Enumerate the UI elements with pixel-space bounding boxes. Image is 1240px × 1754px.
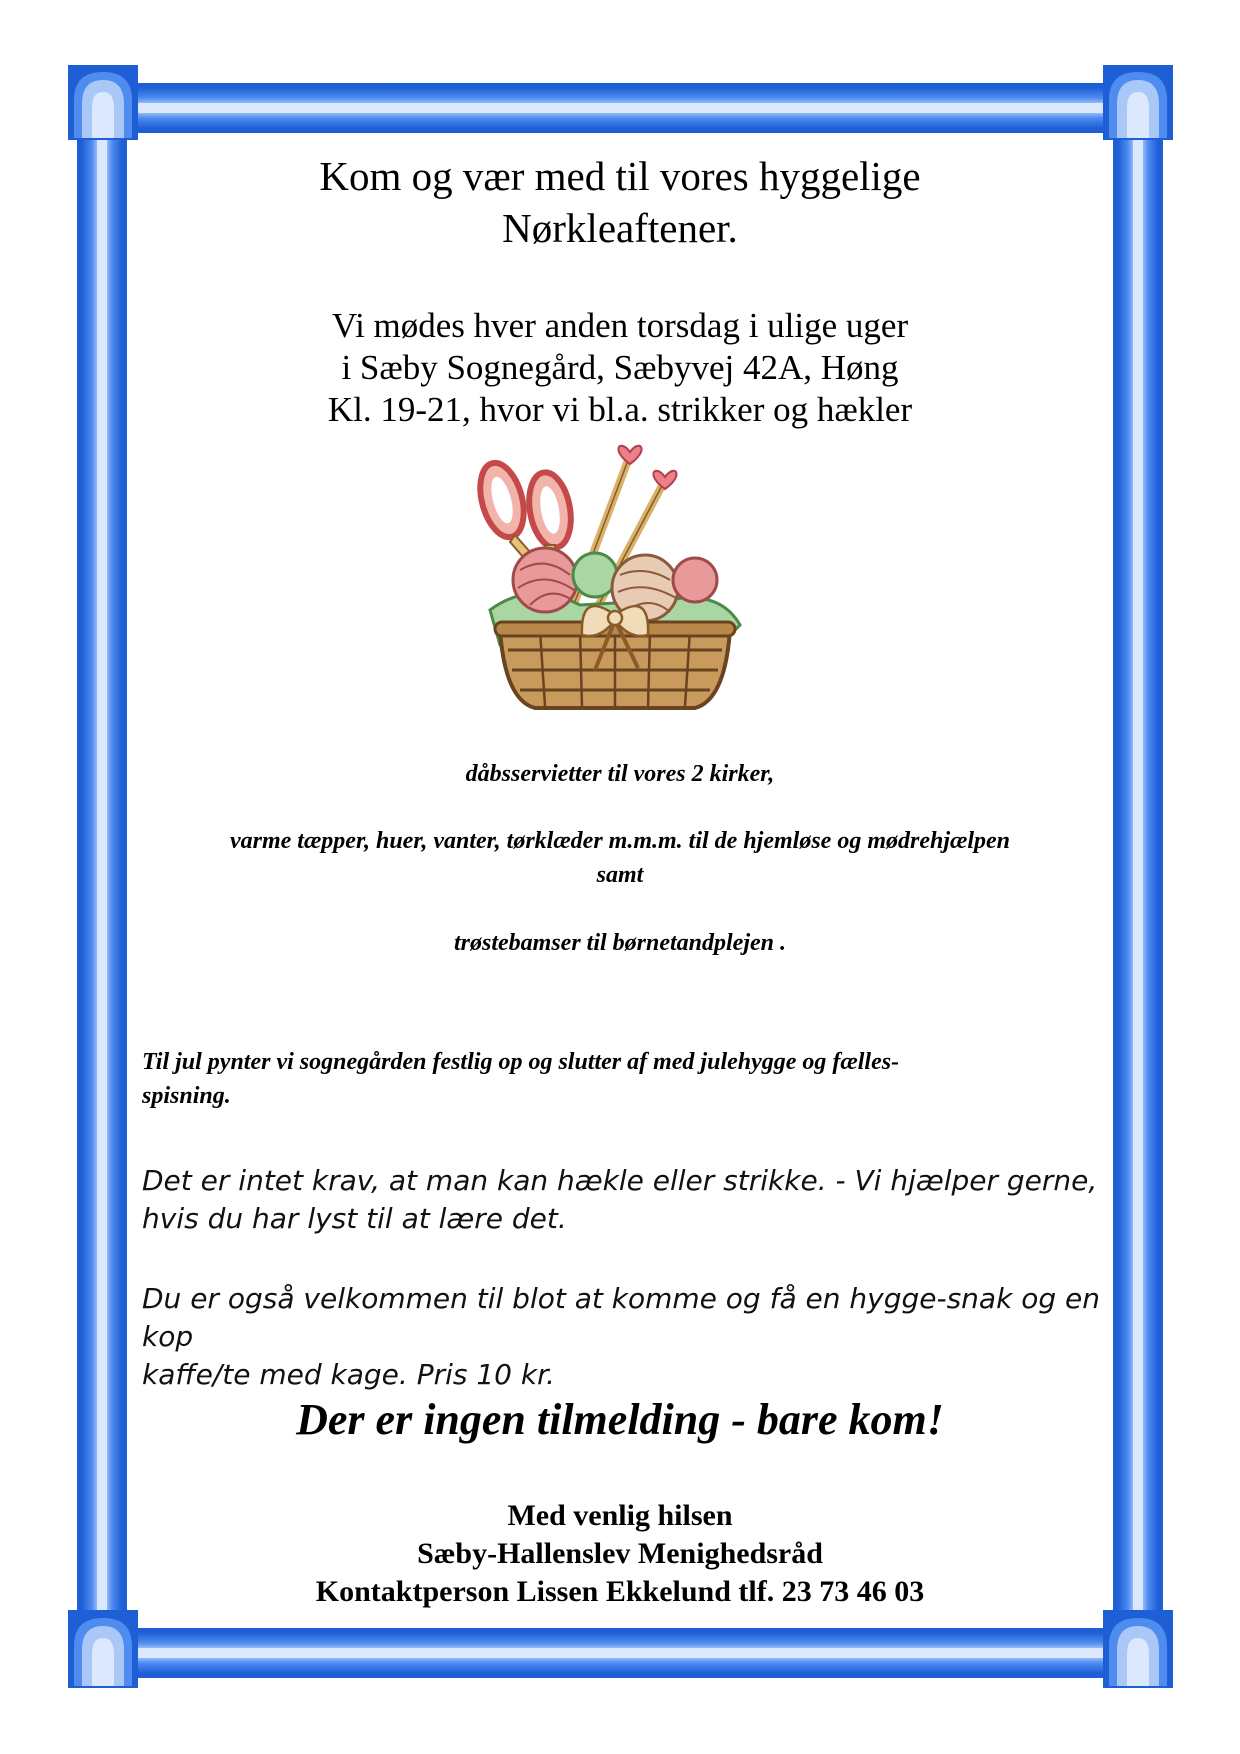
christmas-paragraph — [142, 1045, 1102, 1113]
schedule-block — [150, 305, 1090, 431]
welcome-line-1: Du er også velkommen til blot at komme og få en hygge-snak og en kop — [142, 1282, 1100, 1353]
frame-top-bar — [130, 83, 1110, 133]
signoff-contact: Kontaktperson Lissen Ekkelund tlf. 23 73 46 03 — [315, 1575, 925, 1608]
schedule-line-2: i Sæby Sognegård, Sæbyvej 42A, Høng — [341, 348, 899, 387]
frame-corner-bottom-right — [1103, 1610, 1173, 1688]
welcome-paragraph — [142, 1280, 1102, 1394]
no-requirement-line-2: hvis du har lyst til at lære det. — [142, 1202, 567, 1235]
headline — [150, 150, 1090, 254]
signoff-organization: Sæby-Hallenslev Menighedsråd — [417, 1537, 823, 1570]
knitting-basket-icon — [470, 440, 760, 730]
frame-corner-bottom-left — [68, 1610, 138, 1688]
headline-line-1: Kom og vær med til vores hyggelige — [319, 153, 921, 199]
item-warm-blankets — [140, 824, 1100, 892]
frame-bottom-bar — [130, 1628, 1110, 1678]
frame-left-bar — [77, 130, 127, 1630]
schedule-line-1: Vi mødes hver anden torsdag i ulige uger — [331, 306, 909, 345]
frame-corner-top-left — [68, 65, 138, 140]
no-signup-callout: Der er ingen tilmelding - bare kom! — [296, 1395, 944, 1444]
frame-corner-top-right — [1103, 65, 1173, 140]
christmas-line-2: spisning. — [142, 1083, 231, 1109]
item-warm-blankets-line-2: samt — [596, 862, 644, 888]
item-warm-blankets-line-1: varme tæpper, huer, vanter, tørklæder m.m.m. til de hjemløse og mødrehjælpen — [229, 828, 1010, 854]
signoff-block — [150, 1497, 1090, 1611]
no-requirement-paragraph — [142, 1162, 1102, 1238]
frame-right-bar — [1113, 130, 1163, 1630]
christmas-line-1: Til jul pynter vi sognegården festlig op og slutter af med julehygge og fælles- — [142, 1049, 900, 1075]
welcome-line-2: kaffe/te med kage. Pris 10 kr. — [142, 1358, 555, 1391]
item-christening-napkins: dåbsservietter til vores 2 kirker, — [465, 761, 775, 787]
no-requirement-line-1: Det er intet krav, at man kan hækle eller strikke. - Vi hjælper gerne, — [142, 1164, 1098, 1197]
item-comfort-teddies: trøstebamser til børnetandplejen . — [453, 930, 786, 956]
signoff-greeting: Med venlig hilsen — [507, 1499, 733, 1532]
schedule-line-3: Kl. 19-21, hvor vi bl.a. strikker og hækler — [327, 390, 913, 429]
basket-icon — [495, 622, 735, 708]
headline-line-2: Nørkleaftener. — [502, 205, 738, 251]
